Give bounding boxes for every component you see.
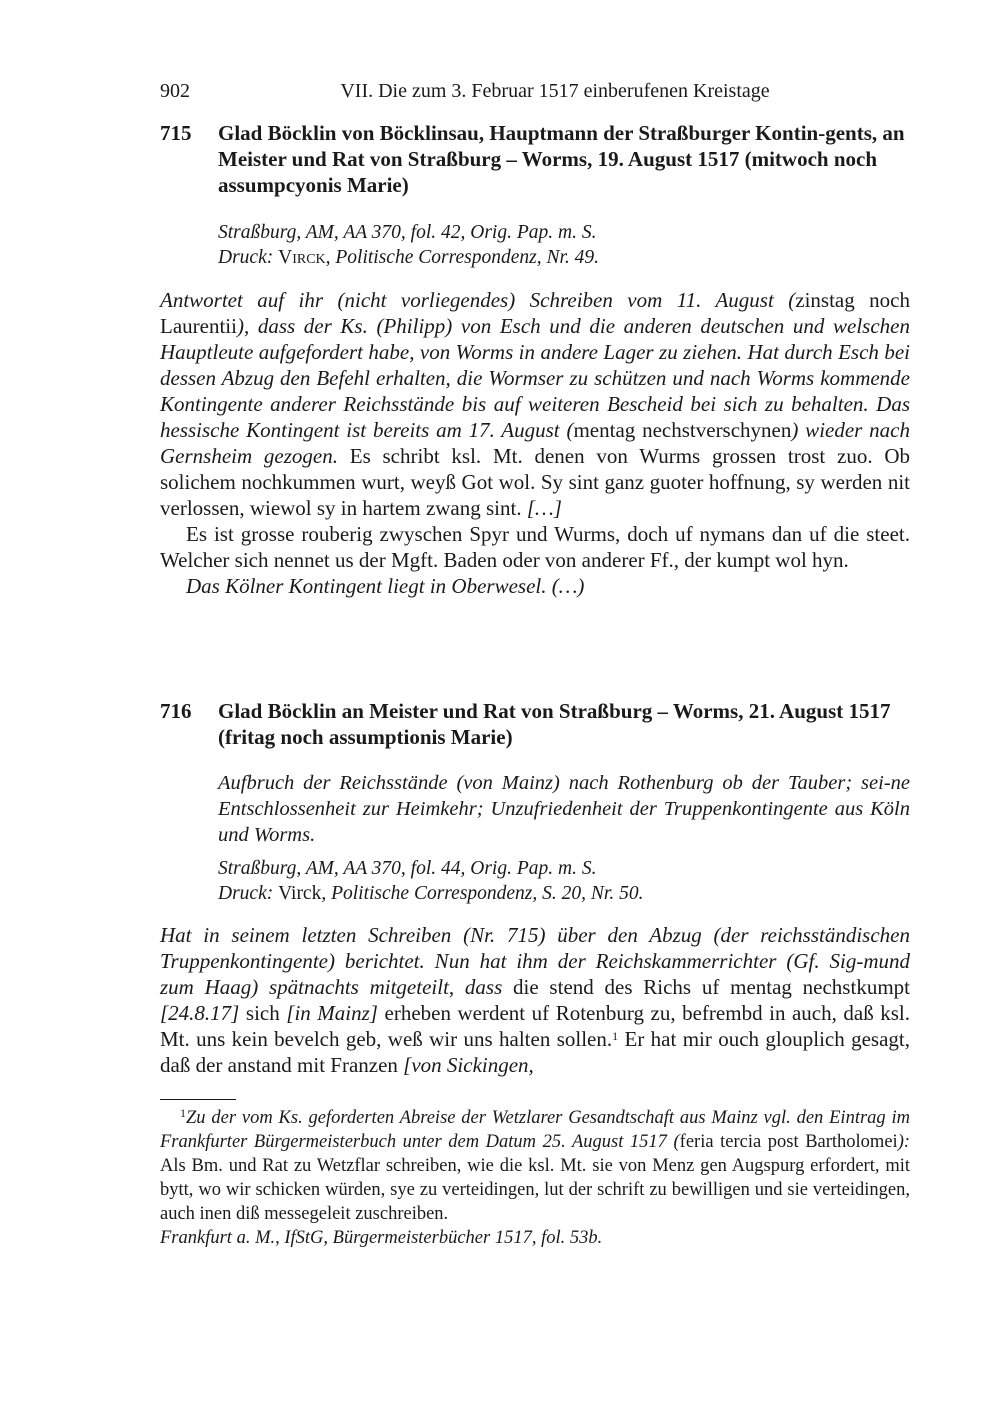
source-block	[160, 220, 910, 270]
paragraph: Hat in seinem letzten Schreiben (Nr. 715) über den Abzug (der reichsständischen Truppenkontingente) berichtet. Nun hat ihm der Reichskammerrichter (Gf. Sig-mund zum Haag) spätnachts mitgeteilt, dass die stend des Richs uf mentag nechstkumpt [24.8.17] sich [in Mainz] erheben werdent uf Rotenburg zu, befrembd in auch, daß ksl. Mt. uns kein bevelch geb, weß wir uns halten sollen.$^1$ Er hat mir ouch glouplich gesagt, daß der anstand mit Franzen [von Sickingen,	[160, 923, 911, 1077]
archive-source: Straßburg, AM, AA 370, fol. 42, Orig. Pap. m. S.	[218, 222, 597, 243]
document-number: 715	[160, 121, 192, 145]
footnote-mark: 1	[180, 1106, 186, 1120]
print-author: Virck	[278, 247, 326, 268]
footnote-source: Frankfurt a. M., IfStG, Bürgermeisterbücher 1517, fol. 53b.	[160, 1228, 603, 1248]
document-body	[160, 287, 910, 599]
footnote-separator	[160, 1099, 236, 1100]
print-reference: Druck: Virck, Politische Correspondenz, S. 20, Nr. 50.	[218, 883, 644, 904]
footnote: $^1$Zu der vom Ks. geforderten Abreise der Wetzlarer Gesandtschaft aus Mainz vgl. den Eintrag im Frankfurter Bürgermeisterbuch unter dem Datum 25. August 1517 (feria tercia post Bartholomei): Als Bm. und Rat zu Wetzflar schreiben, wie die ksl. Mt. sie von Menz gen Augspurg erfordert, mit bytt, wo wir schicken würden, sye zu verteidingen, lut der schrift zu bewilligen und sie verteidingen, auch inen diß messegeleit zuschreiben. Frankfurt a. M., IfStG, Bürgermeisterbücher 1517, fol. 53b.	[160, 1106, 911, 1248]
document-heading	[160, 120, 910, 198]
regest: Aufbruch der Reichsstände (von Mainz) nach Rothenburg ob der Tauber; sei-ne Entschlossenheit zur Heimkehr; Unzufriedenheit der Truppenkontingente aus Köln und Worms.	[218, 772, 910, 846]
document-title: Glad Böcklin an Meister und Rat von Straßburg – Worms, 21. August 1517 (fritag noch assumptionis Marie)	[218, 699, 891, 749]
print-author: Virck	[278, 883, 322, 904]
footnote-reference[interactable]: 1	[612, 1029, 619, 1043]
document-title: Glad Böcklin von Böcklinsau, Hauptmann der Straßburger Kontin-gents, an Meister und Rat von Straßburg – Worms, 19. August 1517 (mitwoch noch assumpcyonis Marie)	[218, 121, 905, 197]
paragraph: Das Kölner Kontingent liegt in Oberwesel. (…)	[186, 574, 585, 598]
source-block	[160, 856, 910, 906]
running-header	[160, 80, 910, 110]
document-number: 716	[160, 699, 192, 723]
print-reference: Druck: Virck, Politische Correspondenz, Nr. 49.	[218, 247, 600, 268]
paragraph: Antwortet auf ihr (nicht vorliegendes) Schreiben vom 11. August (zinstag noch Laurentii), dass der Ks. (Philipp) von Esch und die anderen deutschen und welschen Hauptleute aufgefordert habe, von Worms in andere Lager zu ziehen. Hat durch Esch bei dessen Abzug den Befehl erhalten, die Wormser zu schützen und nach Worms kommende Kontingente anderer Reichsstände bis auf weiteren Bescheid bei sich zu behalten. Das hessische Kontingent ist bereits am 17. August (mentag nechstverschynen) wieder nach Gernsheim gezogen. Es schribt ksl. Mt. denen von Wurms grossen trost zuo. Ob solichem nochkummen wurt, weyß Got wol. Sy sint ganz guoter hoffnung, sy werden nit verlossen, wiewol sy in hartem zwang sint. […]	[160, 288, 911, 520]
document-body	[160, 922, 910, 1078]
archive-source: Straßburg, AM, AA 370, fol. 44, Orig. Pap. m. S.	[218, 858, 597, 879]
running-title: VII. Die zum 3. Februar 1517 einberufenen Kreistage	[340, 80, 770, 102]
document-715	[160, 120, 910, 599]
document-716	[160, 698, 910, 1078]
page-number: 902	[160, 80, 190, 102]
document-heading	[160, 698, 910, 750]
paragraph: Es ist grosse rouberig zwyschen Spyr und Wurms, doch uf nymans dan uf die steet. Welcher sich nennet us der Mgft. Baden oder von anderer Ff., der kumpt wol hyn.	[160, 522, 910, 572]
